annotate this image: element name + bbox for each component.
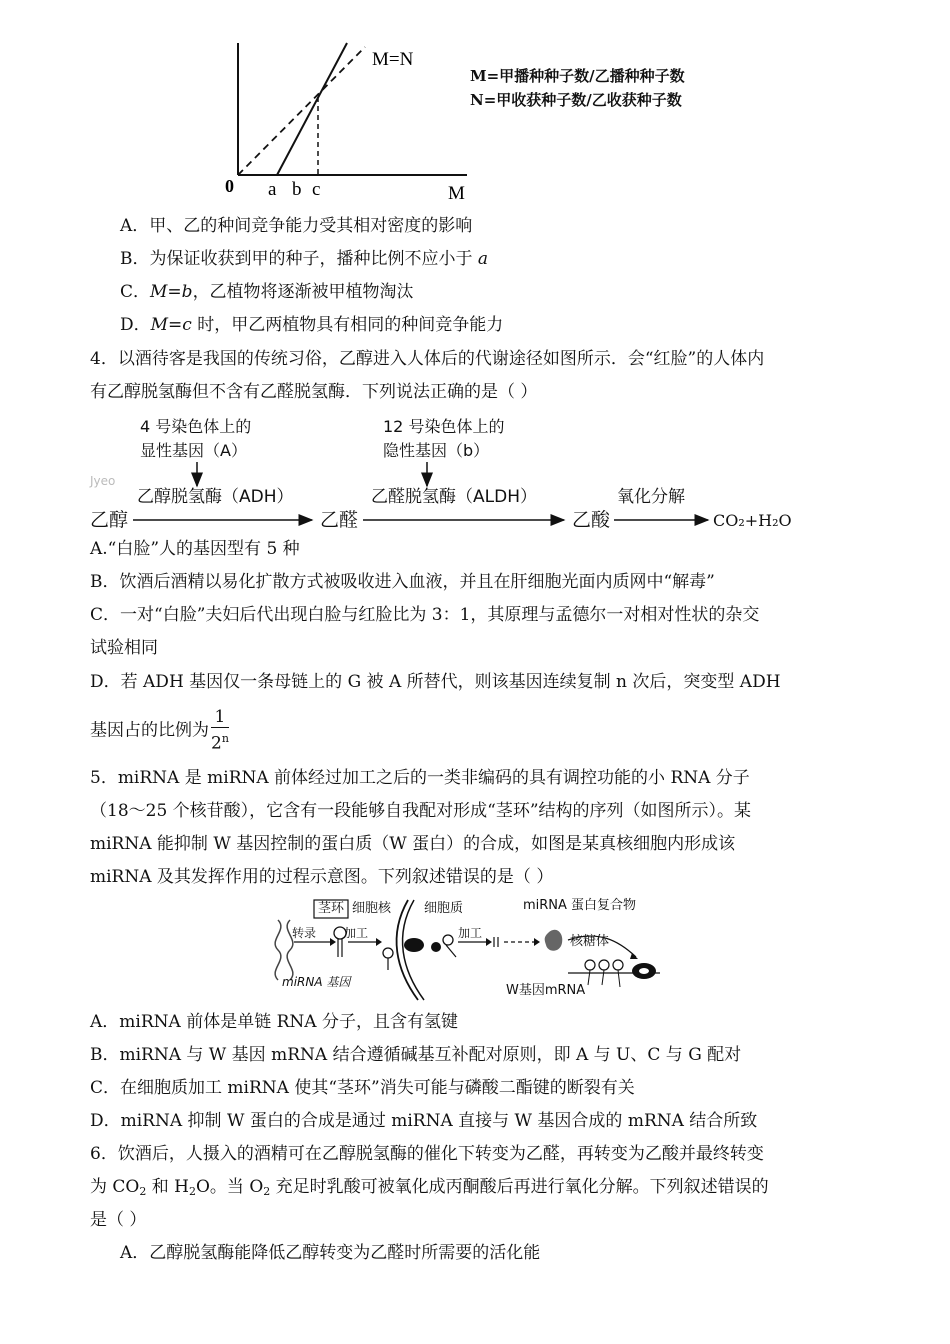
gene-b-line1: 12 号染色体上的 [383, 417, 505, 436]
q4-stem-line2: 有乙醇脱氢酶但不含有乙醛脱氢酶．下列说法正确的是（ ） [90, 382, 538, 402]
nucleus-label: 细胞核 [352, 901, 392, 916]
acetic-acid-label: 乙酸 [572, 509, 611, 531]
pathway-arrows [0, 0, 950, 540]
q6-stem-line3: 是（ ） [90, 1210, 147, 1230]
ribosome-icon [585, 960, 595, 970]
fraction [211, 707, 229, 755]
complex-label: miRNA 蛋白复合物 [523, 898, 637, 913]
acetaldehyde-label: 乙醛 [320, 509, 359, 531]
oxidation-label: 氧化分解 [617, 487, 685, 507]
q4-option-a: A.“白脸”人的基因型有 5 种 [90, 539, 300, 559]
q3-option-c-text: ，乙植物将逐渐被甲植物淘汰 [192, 282, 414, 302]
process2-label: 加工 [458, 926, 483, 940]
q4-option-d-text: 基因占的比例为 [90, 720, 209, 741]
q4-option-c-line2: 试验相同 [90, 638, 158, 658]
stem-loop-label: 茎环 [318, 901, 345, 916]
x-axis-label: M [448, 183, 465, 204]
watermark: Jyeo [90, 474, 116, 488]
m-equals-n-label: M=N [372, 49, 414, 70]
q5-option-c: C．在细胞质加工 miRNA 使其“茎环”消失可能与磷酸二酯键的断裂有关 [90, 1078, 635, 1098]
fraction-exponent: n [221, 732, 229, 745]
q5-stem-line1: 5．miRNA 是 miRNA 前体经过加工之后的一类非编码的具有调控功能的小 RNA 分子 [90, 768, 750, 788]
process1-label: 加工 [344, 926, 369, 940]
q6-stem-line1: 6．饮酒后，人摄入的酒精可在乙醇脱氢酶的催化下转变为乙醛，再转变为乙酸并最终转变 [90, 1144, 764, 1164]
cytoplasm-label: 细胞质 [424, 901, 464, 916]
legend-n: N=甲收获种子数/乙收获种子数 [470, 91, 682, 109]
q3-option-d-prefix: D． [120, 315, 151, 335]
tick-c: c [312, 179, 321, 200]
q6-stem-line2: 为 $CO_2$ 和 $H_2O$。当 $O_2$ 充足时乳酸可被氧化成丙酮酸后再进行氧化分解。下列叙述错误的 [90, 1177, 769, 1198]
q5-stem-line2: （18～25 个核苷酸），它含有一段能够自我配对形成“茎环”结构的序列（如图所示）。某 [90, 801, 752, 821]
gene-a-line1: 4 号染色体上的 [140, 417, 252, 436]
q5-stem-line3: miRNA 能抑制 W 基因控制的蛋白质（W 蛋白）的合成，如图是某真核细胞内形成该 [90, 834, 736, 854]
q3-option-c-prefix: C． [120, 282, 151, 302]
gene-a-line2: 显性基因（A） [140, 441, 247, 460]
gene-b-line2: 隐性基因（b） [383, 441, 490, 460]
q3-option-b-var: a [477, 249, 489, 269]
q5-option-b: B．miRNA 与 W 基因 mRNA 结合遵循碱基互补配对原则，即 A 与 U、C 与 G 配对 [90, 1045, 742, 1065]
q4-option-d-line1: D．若 ADH 基因仅一条母链上的 G 被 A 所替代，则该基因连续复制 n 次后，突变型 ADH [90, 672, 781, 692]
tick-b: b [292, 179, 302, 200]
mirna-protein-complex [545, 930, 563, 951]
fraction-denominator: 2$^n$ [211, 732, 229, 754]
transcribe-label: 转录 [292, 926, 317, 940]
ethanol-label: 乙醇 [90, 509, 129, 531]
fraction-numerator: 1 [211, 707, 229, 728]
q4-option-c-line1: C．一对“白脸”夫妇后代出现白脸与红脸比为 3：1，其原理与孟德尔一对相对性状的杂交 [90, 605, 760, 625]
q5-stem-line4: miRNA 及其发挥作用的过程示意图。下列叙述错误的是（ ） [90, 867, 554, 887]
q3-option-c-var: M=b [150, 282, 193, 302]
enzyme-adh-label: 乙醇脱氢酶（ADH） [137, 487, 294, 507]
q5-option-d: D．miRNA 抑制 W 蛋白的合成是通过 miRNA 直接与 W 基因合成的 mRNA 结合所致 [90, 1111, 758, 1131]
tick-a: a [268, 179, 277, 200]
q3-option-d-text: 时，甲乙两植物具有相同的种间竞争能力 [191, 315, 504, 335]
w-gene-mrna-label: W基因mRNA [506, 983, 586, 998]
origin-label: 0 [225, 176, 234, 196]
ribosome-label: 核糖体 [570, 934, 610, 949]
q3-option-d-var: M=c [150, 315, 192, 335]
enzyme-aldh-label: 乙醛脱氢酶（ALDH） [371, 487, 537, 507]
q3-option-b-text: B．为保证收获到甲的种子，播种比例不应小于 [120, 249, 478, 269]
product-label: CO₂+H₂O [713, 511, 792, 530]
legend-m: M=甲播种种子数/乙播种种子数 [470, 67, 685, 85]
dna-helix [275, 920, 281, 980]
q4-option-b: B．饮酒后酒精以易化扩散方式被吸收进入血液，并且在肝细胞光面内质网中“解毒” [90, 572, 715, 592]
q3-option-a: A．甲、乙的种间竞争能力受其相对密度的影响 [120, 216, 473, 236]
q4-option-d-line2 [90, 707, 229, 755]
mirna-gene-label: miRNA 基因 [282, 975, 351, 989]
nuclear-pore [404, 938, 424, 952]
q5-option-a: A．miRNA 前体是单链 RNA 分子，且含有氢键 [90, 1012, 458, 1032]
q4-stem-line1: 4．以酒待客是我国的传统习俗，乙醇进入人体后的代谢途径如图所示．会“红脸”的人体内 [90, 349, 765, 369]
q6-option-a: A．乙醇脱氢酶能降低乙醇转变为乙醛时所需要的活化能 [120, 1243, 541, 1263]
